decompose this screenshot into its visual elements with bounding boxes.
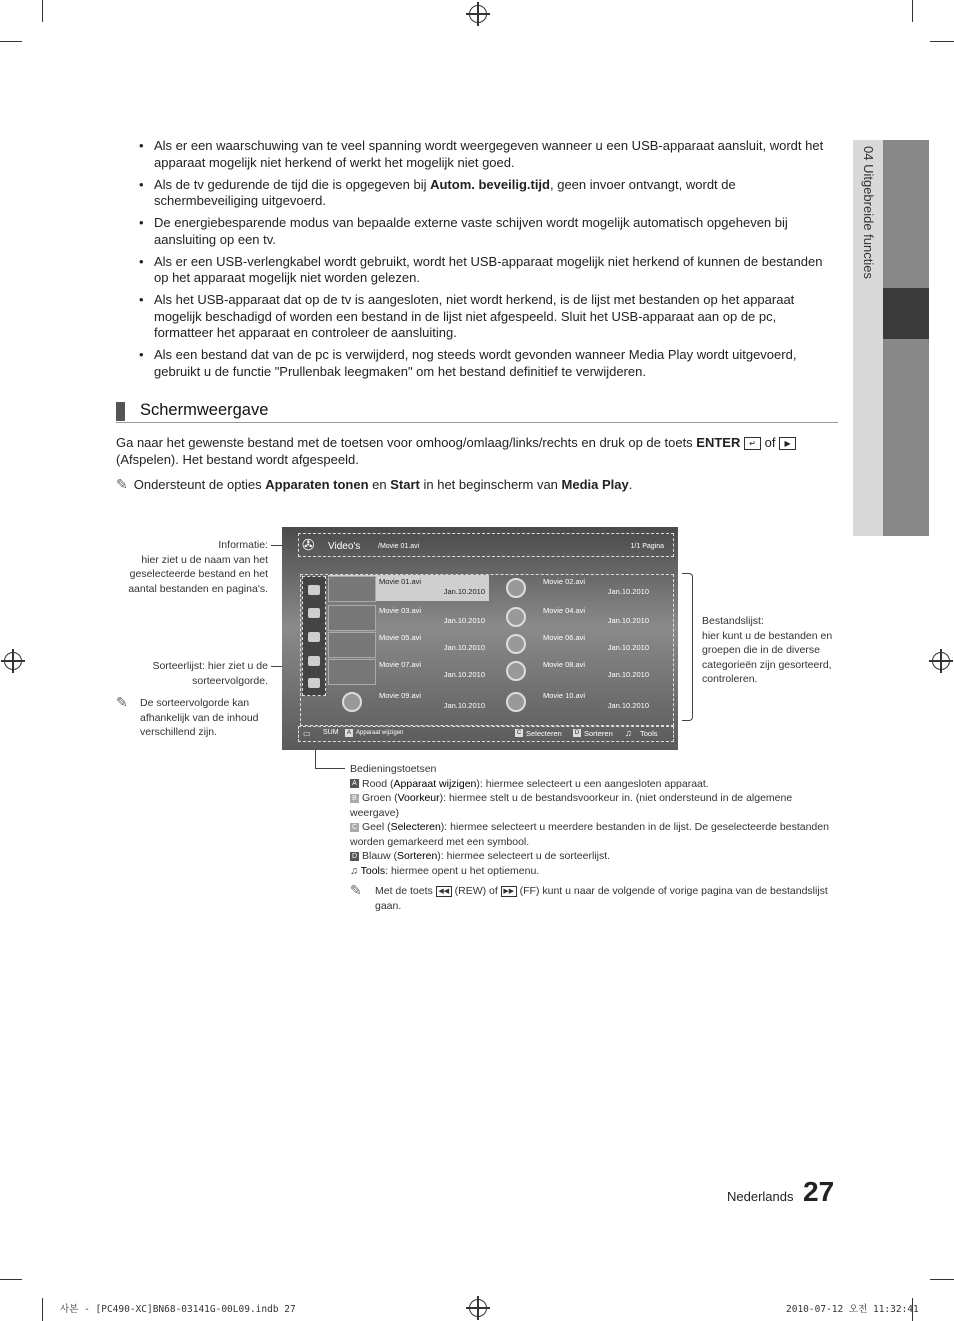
crop-mark	[930, 1279, 954, 1280]
note-paragraph: ✎ Ondersteunt de opties Apparaten tonen en Start in het beginscherm van Media Play.	[116, 476, 633, 492]
crop-mark	[42, 1298, 43, 1321]
callout-line	[315, 750, 316, 768]
file-date: Jan.10.2010	[607, 670, 649, 679]
file-name: Movie 01.avi	[379, 577, 422, 586]
sort-favorite-icon[interactable]	[308, 678, 320, 688]
registration-mark-icon	[469, 5, 487, 23]
file-name: Movie 07.avi	[379, 660, 422, 669]
media-play-screen	[282, 527, 678, 750]
page-number: 27	[803, 1176, 835, 1207]
registration-mark-icon	[932, 652, 950, 670]
file-list-item[interactable]	[328, 631, 489, 657]
file-date: Jan.10.2010	[607, 701, 649, 710]
file-list-item[interactable]	[492, 689, 653, 715]
file-list-item[interactable]	[328, 658, 489, 684]
callout-bracket	[682, 573, 693, 721]
file-list-item[interactable]	[492, 631, 653, 657]
usb-icon: ▭	[303, 729, 311, 738]
crop-mark	[42, 0, 43, 22]
callout-informatie: Informatie: hier ziet u de naam van het geselecteerde bestand en het aantal bestanden en pagina's.	[128, 539, 268, 595]
control-tools: ♫ Tools: hiermee opent u het optiemenu.	[350, 864, 540, 877]
sort-date-icon[interactable]	[308, 632, 320, 642]
tools-button[interactable]: Tools	[640, 729, 658, 738]
file-list-item[interactable]	[492, 658, 653, 684]
tools-icon: ♫	[350, 864, 361, 877]
key-c-icon: C	[351, 823, 358, 831]
film-reel-icon	[328, 690, 374, 714]
file-list-item[interactable]	[492, 575, 653, 601]
file-date: Jan.10.2010	[443, 701, 485, 710]
key-a-icon: A	[350, 779, 359, 788]
page-indicator: 1/1 Pagina	[630, 543, 664, 550]
bullet-item: • Als het USB-apparaat dat op de tv is aangesloten, niet wordt herkend, is de lijst met bestanden op het apparaat mogelijk beschadigd of worden een bestand in de lijst niet afgespeeld. Sluit het USB-apparaat aan op de pc, formatteer het apparaat en controleer de aansluiting.	[137, 292, 837, 342]
film-reel-icon	[492, 632, 538, 656]
selecteren-button[interactable]: Selecteren	[526, 729, 562, 738]
crop-mark	[930, 41, 954, 42]
control-red: A Rood (Apparaat wijzigen): hiermee selecteert u een aangesloten apparaat.	[350, 777, 835, 792]
registration-mark-icon	[4, 652, 22, 670]
bullet-item: • De energiebesparende modus van bepaalde externe vaste schijven wordt mogelijk automatisch opgeheven bij aansluiting op een tv.	[137, 215, 837, 248]
callout-sorteer-note: ✎ De sorteervolgorde kan afhankelijk van de inhoud verschillend zijn.	[116, 694, 259, 738]
file-name: Movie 10.avi	[543, 691, 586, 700]
callout-line	[315, 768, 345, 769]
chapter-label: 04 Uitgebreide functies	[861, 146, 876, 279]
file-name: Movie 03.avi	[379, 606, 422, 615]
note-pencil-icon: ✎	[350, 882, 362, 898]
control-keys-heading: Bedieningstoetsen	[350, 763, 437, 775]
sorteren-button[interactable]: Sorteren	[584, 729, 613, 738]
file-date: Jan.10.2010	[443, 670, 485, 679]
sum-label: SUM	[323, 729, 339, 736]
bullet-item: • Als er een waarschuwing van te veel spanning wordt weergegeven wanneer u een USB-apparaat aansluit, wordt het apparaat mogelijk niet herkend of werkt het mogelijk niet goed.	[137, 138, 837, 171]
bullet-item: • Als de tv gedurende de tijd die is opgegeven bij Autom. beveilig.tijd, geen invoer ontvangt, wordt de schermbeveiliging uitgevoerd.	[137, 177, 837, 210]
tab-active-marker	[883, 288, 929, 339]
file-list-item[interactable]	[328, 604, 489, 630]
file-name: Movie 09.avi	[379, 691, 422, 700]
control-yellow: C Geel (Selecteren): hiermee selecteert u meerdere bestanden in de lijst. De geselecteerde bestanden worden gemarkeerd met een symbool.	[350, 821, 829, 848]
button-a-icon[interactable]: A	[346, 729, 351, 736]
file-date: Jan.10.2010	[443, 616, 485, 625]
play-key-icon: ▶	[779, 437, 796, 450]
bullet-item: • Als er een USB-verlengkabel wordt gebruikt, wordt het USB-apparaat mogelijk niet herkend of kunnen de bestanden op het apparaat mogelijk niet worden gelezen.	[137, 254, 837, 287]
current-path: /Movie 01.avi	[378, 543, 420, 550]
sort-genre-icon[interactable]	[308, 656, 320, 666]
bullet-list	[137, 138, 837, 386]
footer-language: Nederlands	[727, 1189, 794, 1204]
key-d-icon: D	[351, 852, 358, 860]
section-header	[116, 400, 838, 423]
sort-list[interactable]	[302, 576, 326, 696]
bullet-item: • Als een bestand dat van de pc is verwijderd, nog steeds wordt gevonden wanneer Media Play wordt uitgevoerd, gebruikt u de functie "Prullenbak leegmaken" om het bestand definitief te verwijderen.	[137, 347, 837, 380]
video-category-icon: ✇	[302, 537, 315, 554]
control-bar	[298, 726, 674, 742]
button-d-icon[interactable]: D	[574, 729, 580, 736]
crop-mark	[912, 0, 913, 22]
file-list-item[interactable]	[328, 689, 489, 715]
enter-key-icon: ↵	[744, 437, 761, 450]
crop-mark	[0, 41, 22, 42]
file-date: Jan.10.2010	[443, 587, 485, 596]
crop-mark	[0, 1279, 22, 1280]
file-list-item[interactable]	[328, 575, 489, 601]
file-name: Movie 04.avi	[543, 606, 586, 615]
button-c-icon[interactable]: C	[516, 729, 522, 736]
video-thumbnail	[328, 659, 376, 685]
file-date: Jan.10.2010	[607, 643, 649, 652]
file-name: Movie 08.avi	[543, 660, 586, 669]
section-title: Schermweergave	[140, 401, 269, 419]
file-date: Jan.10.2010	[607, 616, 649, 625]
control-keys-list	[350, 762, 835, 913]
note-pencil-icon: ✎	[116, 694, 128, 710]
film-reel-icon	[492, 659, 538, 683]
film-reel-icon	[492, 605, 538, 629]
file-date: Jan.10.2010	[607, 587, 649, 596]
control-note: ✎ Met de toets ◀◀ (REW) of ▶▶ (FF) kunt u naar de volgende of vorige pagina van de bestandslijst gaan.	[350, 882, 828, 912]
file-name: Movie 05.avi	[379, 633, 422, 642]
key-b-icon: B	[350, 794, 359, 803]
control-green: B Groen (Voorkeur): hiermee stelt u de bestandsvoorkeur in. (niet ondersteund in de algemene weergave)	[350, 792, 793, 819]
callout-sorteerlijst: Sorteerlijst: hier ziet u de sorteervolgorde.	[152, 660, 268, 687]
tools-icon[interactable]: ♫	[625, 728, 632, 738]
intro-paragraph: Ga naar het gewenste bestand met de toetsen voor omhoog/omlaag/links/rechts en druk op de toets ENTER ↵ of ▶ (Afspelen). Het bestand wordt afgespeeld.	[116, 435, 806, 468]
file-name: Movie 06.avi	[543, 633, 586, 642]
file-date: Jan.10.2010	[443, 643, 485, 652]
print-slug-right: 2010-07-12 오전 11:32:41	[786, 1304, 919, 1315]
apparaat-wijzigen-button[interactable]: Apparaat wijzigen	[356, 730, 404, 736]
rew-key-icon: ◀◀	[436, 886, 452, 897]
film-reel-icon	[492, 576, 538, 600]
video-thumbnail	[328, 632, 376, 658]
ff-key-icon: ▶▶	[501, 886, 517, 897]
note-pencil-icon: ✎	[116, 476, 128, 492]
video-thumbnail	[328, 576, 376, 602]
registration-mark-icon	[469, 1299, 487, 1317]
sort-folder-icon[interactable]	[308, 585, 320, 595]
sort-title-icon[interactable]	[308, 608, 320, 618]
print-slug-left: 사본 - [PC490-XC]BN68-03141G-00L09.indb 27	[60, 1304, 296, 1315]
chapter-side-tab	[853, 140, 929, 536]
control-blue: D Blauw (Sorteren): hiermee selecteert u de sorteerlijst.	[351, 850, 611, 862]
file-name: Movie 02.avi	[543, 577, 586, 586]
video-thumbnail	[328, 605, 376, 631]
film-reel-icon	[492, 690, 538, 714]
callout-bestandslijst: Bestandslijst: hier kunt u de bestanden en groepen die in de diverse categorieën zijn gesorteerd, controleren.	[702, 615, 833, 685]
category-title: Video's	[328, 541, 361, 552]
file-list-item[interactable]	[492, 604, 653, 630]
section-marker	[116, 402, 125, 421]
